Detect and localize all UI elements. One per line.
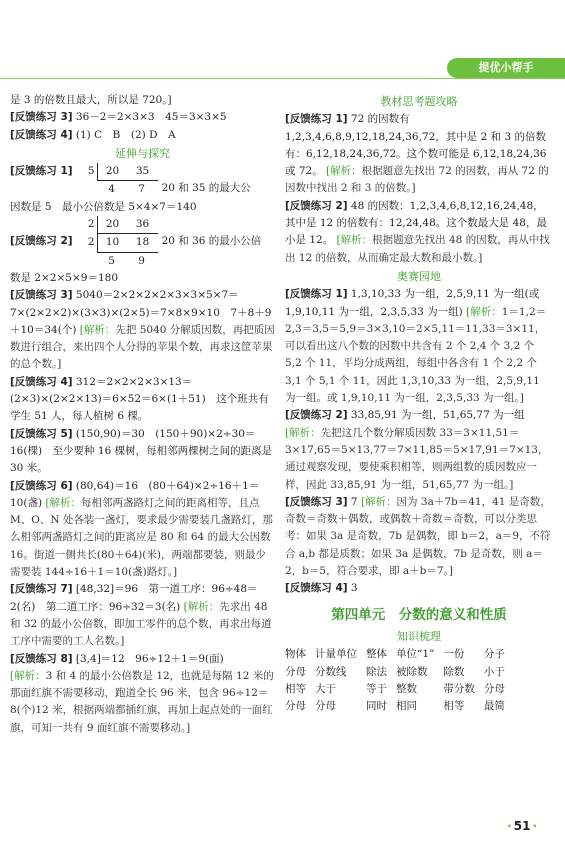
exercise-r1 — [285, 111, 553, 197]
exercise-o1 — [285, 286, 553, 407]
exercise-tag: [反馈练习 3] — [10, 111, 73, 124]
term: 分母 — [483, 682, 505, 695]
exercise-tag: [反馈练习 3] — [285, 495, 348, 508]
section-heading: 延伸与探究 — [115, 146, 170, 160]
term: 分母 — [285, 665, 306, 678]
analysis-label: [解析： — [10, 669, 46, 682]
term: 单位“1” — [396, 648, 435, 661]
analysis — [10, 668, 275, 737]
divisor: 2 — [87, 236, 95, 249]
exercise-o2 — [285, 407, 553, 424]
exercise-tag: [反馈练习 1] — [285, 113, 348, 126]
exercise-tag: [反馈练习 1] — [285, 288, 348, 301]
term: 计量单位 — [315, 648, 357, 661]
quotient: 4 — [108, 183, 115, 196]
term: 分母 — [315, 700, 336, 713]
exercise-e6 — [10, 478, 275, 582]
term: 小于 — [483, 665, 505, 678]
answer: 33,85,91 为一组，51,65,77 为一组 — [350, 409, 525, 422]
analysis-label: [解析： — [336, 234, 373, 247]
term: 分数线 — [315, 665, 347, 678]
term: 相同 — [396, 700, 417, 713]
answer: 20 和 36 的最小公倍 — [161, 235, 262, 248]
answer: 7 — [350, 495, 358, 508]
exercise-e8 — [10, 651, 275, 668]
term: 等于 — [366, 682, 387, 695]
left-column — [10, 92, 275, 737]
section-heading: 知识梳理 — [397, 629, 441, 643]
answer: 48 的因数：1,2,3,4,6,8,12,16,24,48，其中是 12 的倍数有：12,24,48。这个数最大是 48，最小是 12。 — [285, 199, 547, 247]
exercise-e7 — [10, 581, 275, 650]
analysis-text: 1＝1,2＝2,3＝3,5＝5,9＝3×3,10＝2×5,11＝11,33＝3×11，可以看出这八个数的因数中共含有 2 个 2,4 个 3,2 个 5,2 个 11，平均分成两组，每组中各含有 1 个 2,2 个 3,1 个 5,1 个 11，因此 1,3,10,33 为一组，2,5,9,11 为一组。或 1,9,10,11 为一组，2,3,5,33 为一组。] — [285, 305, 547, 405]
analysis-text: 每相邻两盏路灯之间的距离相等，且点 M、O、N 处各装一盏灯，要求最少需要装几盏路灯，那么相邻两盏路灯之间的距离应是 80 和 64 的最大公因数 16。街道一侧共长(80＋64)(米)，两端都要装，则最少需要装 144÷16＋1＝10(盏)路灯。] — [10, 496, 273, 579]
term: 物体 — [285, 648, 306, 661]
exercise-tag: [反馈练习 4] — [10, 375, 73, 388]
quotient: 7 — [138, 183, 145, 196]
dividend: 20 — [105, 218, 120, 231]
analysis-text: 3 和 4 的最小公倍数是 12，也就是每隔 12 米的那面红旗不需要移动，跑道全长 96 米，包含 96÷12＝8(个)12 米，根据两端都插红旗，再加上起点处的一面红旗，可知一共有 9 面红旗不需要移动。] — [10, 669, 274, 734]
term: 分子 — [483, 648, 505, 661]
exercise-o3 — [285, 494, 553, 580]
exercise-r2 — [285, 198, 553, 267]
short-division — [81, 216, 158, 270]
analysis — [10, 497, 273, 578]
answer: [48,32]＝96 第一道工序：96÷48＝2(名) 第二道工序：96÷32＝3(名) — [10, 583, 258, 613]
answer: [3,4]＝12 96÷12＋1＝9(面) — [75, 652, 224, 665]
answer: 312＝2×2×2×3×13＝(2×3)×(2×2×13)＝6×52＝6×(1＋51) 这个班共有学生 51 人，每人植树 6 棵。 — [10, 375, 269, 423]
exercise-tag: [反馈练习 4] — [10, 128, 73, 141]
section-heading: 教材思考题攻略 — [380, 95, 458, 108]
term: 除数 — [443, 665, 465, 678]
dividend: 36 — [135, 218, 150, 231]
analysis — [285, 425, 553, 494]
exercise-tag: [反馈练习 3] — [10, 289, 73, 302]
exercise-tag: [反馈练习 7] — [10, 583, 73, 596]
exercise-3 — [10, 109, 275, 126]
analysis-label: [解析： — [466, 305, 502, 318]
analysis-text: 先把 5040 分解质因数，再把质因数进行组合，来出四个人分得的苹果个数，再求这筐苹果的总个数。] — [10, 323, 275, 371]
exercise-e3 — [10, 287, 275, 373]
dividend: 18 — [135, 236, 150, 249]
exercise-tag: [反馈练习 4] — [285, 582, 348, 595]
term: 整数 — [396, 682, 417, 695]
analysis-label: [解析： — [79, 323, 116, 336]
text-line: 数是 2×2×5×9＝180 — [10, 271, 118, 284]
short-division — [81, 163, 158, 199]
analysis-text: 根据题意先找出 48 的因数，再从中找出 12 的倍数，从而确定最大数和最小数。] — [285, 234, 550, 264]
divisor: 5 — [87, 165, 95, 178]
answer: (80,64)＝16 (80＋64)×2÷16＋1＝10(盏) — [10, 479, 260, 509]
exercise-tag: [反馈练习 2] — [285, 199, 348, 212]
answer: 72 的因数有 1,2,3,4,6,8,9,12,18,24,36,72，其中是 2 和 3 的倍数有：6,12,18,24,36,72。这个数可能是 6,12,18,24,36 或 72。 — [285, 113, 547, 178]
term: 一份 — [443, 648, 465, 661]
header-divider — [0, 78, 565, 79]
analysis-label: [解析： — [360, 495, 397, 508]
exercise-e4 — [10, 374, 275, 426]
exercise-4 — [10, 127, 275, 144]
term: 相等 — [443, 700, 465, 713]
analysis-label: [解析： — [285, 426, 321, 439]
analysis-label: [解析： — [326, 165, 362, 178]
answer: 3 — [350, 582, 358, 595]
exercise-tag: [反馈练习 8] — [10, 652, 73, 665]
term: 被除数 — [396, 665, 428, 678]
exercise-e5 — [10, 426, 275, 478]
text-line: 因数是 5 最小公倍数是 5×4×7＝140 — [10, 200, 197, 213]
section-tab: 提优小帮手 — [447, 58, 565, 78]
answer: 20 和 35 的最大公 — [161, 182, 251, 195]
exercise-tag: [反馈练习 2] — [10, 235, 73, 248]
analysis-text: 先求出 48 和 32 的最小公倍数，即加工零件的总个数，再求出每道工序中需要的工人名数。] — [10, 600, 272, 648]
analysis-text: 因为 3a＋7b＝41，41 是奇数，奇数＝奇数＋偶数，或偶数＋奇数＝奇数，可以分类思考：如果 3a 是奇数，7b 是偶数，即 b＝2，a＝9，不符合 a,b 都是质数；如果 3a 是偶数，7b 是奇数，则 a＝2，b＝5，符合要求，即 a＋b＝7。] — [285, 495, 551, 578]
term: 除法 — [366, 665, 387, 678]
section-heading: 奥赛园地 — [397, 269, 441, 283]
analysis-text: 根据题意先找出 72 的因数，再从 72 的因数中找出 2 和 3 的倍数。] — [285, 165, 549, 195]
analysis — [285, 306, 546, 404]
term: 大于 — [315, 682, 336, 695]
analysis — [285, 496, 551, 577]
right-column — [285, 92, 553, 715]
analysis-label: [解析： — [183, 600, 220, 613]
quotient: 9 — [138, 254, 145, 267]
exercise-tag: [反馈练习 5] — [10, 427, 73, 440]
analysis-text: 先把这几个数分解质因数 33＝3×11,51＝3×17,65＝5×13,77＝7×11,85＝5×17,91＝7×13，通过观察发现，要使乘积相等，则两组数的质因数应一样，因此 33,85,91 为一组，51,65,77 为一组。] — [285, 426, 549, 491]
exercise-o4 — [285, 580, 553, 597]
page-number: · 51 · — [505, 819, 539, 833]
answer: 36－2＝2×3×3 45＝3×3×5 — [75, 111, 227, 124]
divisor: 2 — [87, 218, 95, 231]
exercise-tag: [反馈练习 6] — [10, 479, 73, 492]
answer: 5040＝2×2×2×2×3×3×5×7＝7×(2×2×2)×(3×3)×(2×5)＝7×8×9×10 7＋8＋9＋10＝34(个) — [10, 289, 272, 336]
exercise-e2 — [10, 216, 275, 270]
answer: 1,3,10,33 为一组，2,5,9,11 为一组(或 1,9,10,11 为一组，2,3,5,33 为一组) — [285, 288, 540, 318]
answer: (150,90)＝30 (150＋90)×2÷30＝16(棵) 至少要种 16 棵树，每相邻两棵树之间的距离是 30 米。 — [10, 427, 273, 475]
term: 整体 — [366, 648, 387, 661]
text-line: 是 3 的倍数且最大，所以是 720。] — [10, 94, 172, 106]
unit-title: 第四单元 分数的意义和性质 — [331, 606, 507, 623]
dividend: 35 — [135, 165, 150, 178]
term: 同时 — [366, 700, 387, 713]
answer: (1) C B (2) D A — [75, 128, 176, 141]
knowledge-terms — [285, 646, 553, 715]
term: 分母 — [285, 700, 306, 713]
dividend: 10 — [105, 236, 120, 249]
analysis-label: [解析： — [45, 496, 82, 509]
exercise-tag: [反馈练习 1] — [10, 165, 73, 178]
term: 相等 — [285, 682, 306, 695]
exercise-e1 — [10, 163, 275, 199]
exercise-tag: [反馈练习 2] — [285, 409, 348, 422]
dividend: 20 — [105, 165, 120, 178]
analysis — [285, 165, 549, 194]
term: 带分数 — [443, 682, 475, 695]
quotient: 5 — [108, 254, 115, 267]
term: 最简 — [483, 700, 505, 713]
